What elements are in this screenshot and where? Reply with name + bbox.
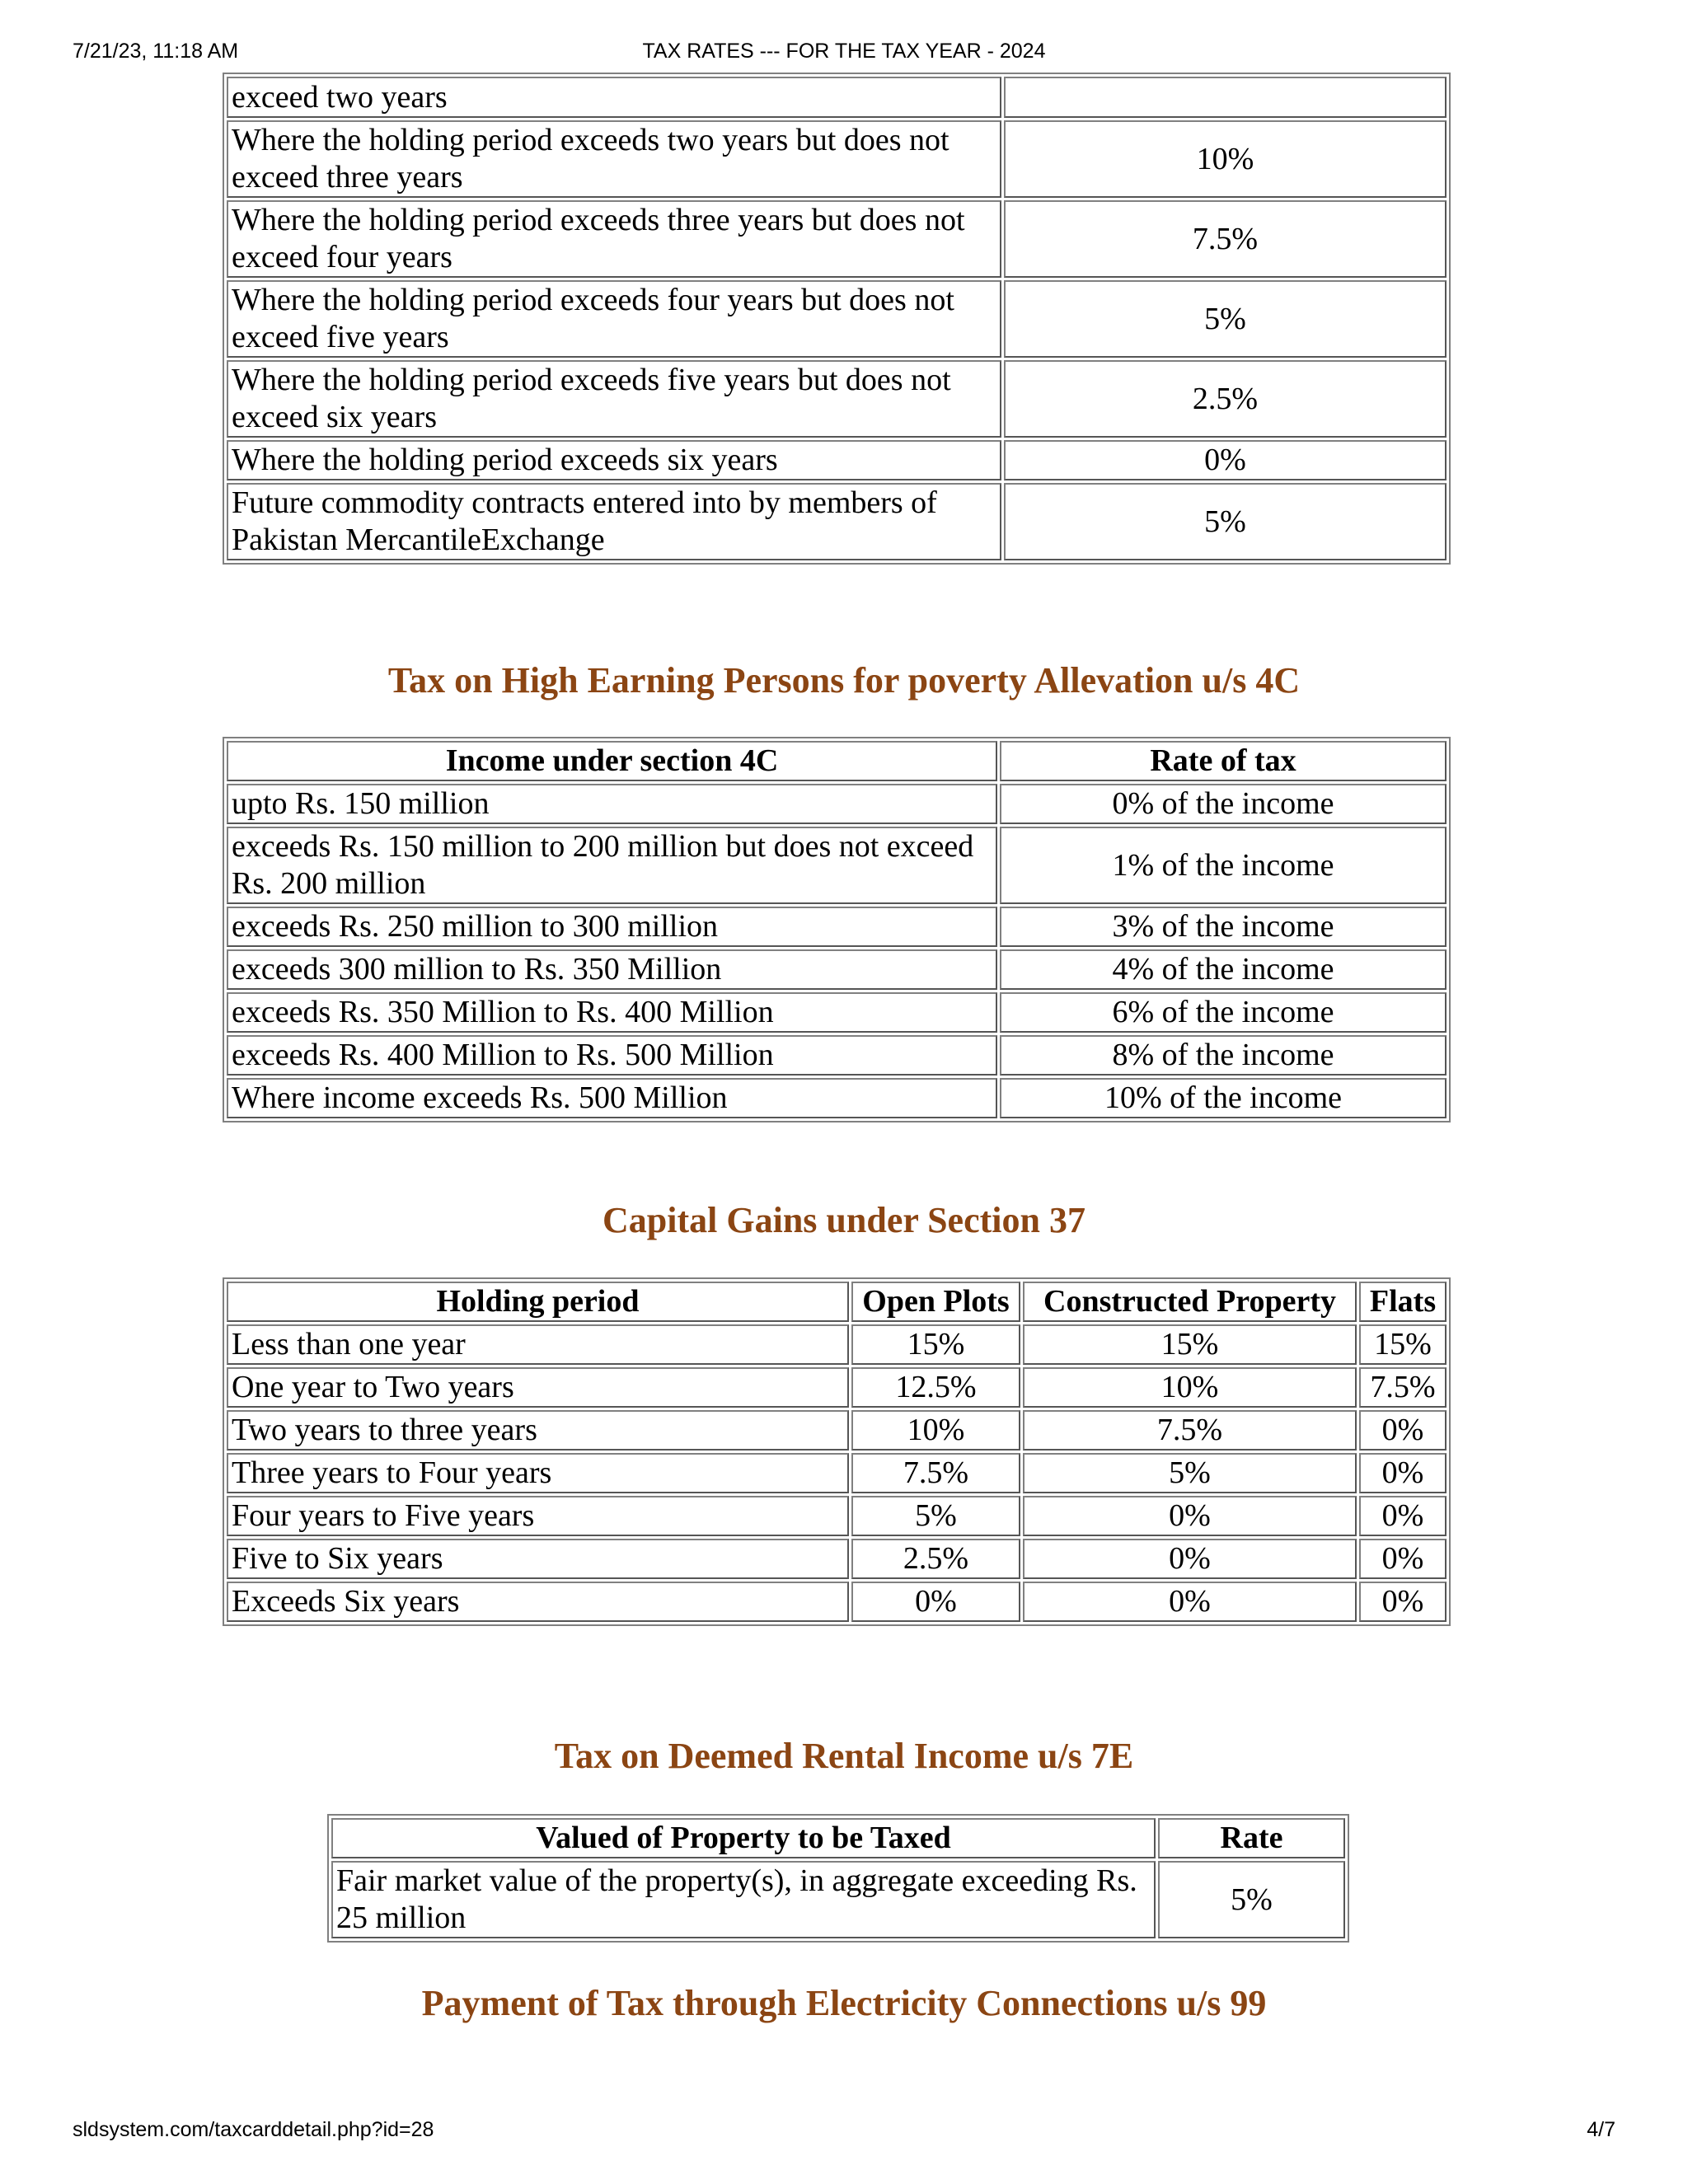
rate-cell: 1% of the income: [1000, 827, 1447, 904]
rate-cell: 10% of the income: [1000, 1078, 1447, 1118]
table-row: [227, 992, 1447, 1033]
holding-period-table: [223, 73, 1451, 565]
table-row: [227, 280, 1447, 358]
section-4c-heading: Tax on High Earning Persons for poverty Allevation u/s 4C: [387, 660, 1301, 701]
table-row: [227, 1367, 1447, 1408]
period-cell: Less than one year: [227, 1324, 849, 1365]
table-row: [227, 1539, 1447, 1579]
income-cell: Where income exceeds Rs. 500 Million: [227, 1078, 997, 1118]
table-row: [227, 949, 1447, 990]
col-header-rate: Rate: [1158, 1818, 1345, 1858]
section-37-table: [223, 1277, 1451, 1626]
col-header-rate: Rate of tax: [1000, 741, 1447, 781]
holding-rate: 10%: [1004, 120, 1447, 198]
table-row: [331, 1861, 1345, 1938]
col-header-flats: Flats: [1359, 1282, 1447, 1322]
open-plots-cell: 15%: [851, 1324, 1020, 1365]
holding-desc: Where the holding period exceeds four years but does not exceed five years: [227, 280, 1001, 358]
holding-desc: Where the holding period exceeds six years: [227, 440, 1001, 480]
table-row: [227, 827, 1447, 904]
table-header-row: [331, 1818, 1345, 1858]
table-header-row: [227, 1282, 1447, 1322]
income-cell: upto Rs. 150 million: [227, 784, 997, 824]
table-row: [227, 77, 1447, 118]
value-cell: Fair market value of the property(s), in aggregate exceeding Rs. 25 million: [331, 1861, 1156, 1938]
table-row: [227, 120, 1447, 198]
table-row: [227, 1582, 1447, 1622]
holding-rate: [1004, 77, 1447, 118]
section-99-heading: Payment of Tax through Electricity Connections u/s 99: [421, 1983, 1267, 2023]
holding-rate: 5%: [1004, 280, 1447, 358]
table-row: [227, 483, 1447, 560]
open-plots-cell: 12.5%: [851, 1367, 1020, 1408]
flats-cell: 0%: [1359, 1539, 1447, 1579]
holding-rate: 2.5%: [1004, 360, 1447, 438]
open-plots-cell: 0%: [851, 1582, 1020, 1622]
table-row: [227, 784, 1447, 824]
period-cell: One year to Two years: [227, 1367, 849, 1408]
holding-rate: 5%: [1004, 483, 1447, 560]
constructed-cell: 7.5%: [1023, 1410, 1357, 1451]
constructed-cell: 10%: [1023, 1367, 1357, 1408]
income-cell: exceeds 300 million to Rs. 350 Million: [227, 949, 997, 990]
flats-cell: 0%: [1359, 1496, 1447, 1536]
table-row: [227, 1078, 1447, 1118]
col-header-income: Income under section 4C: [227, 741, 997, 781]
table-row: [227, 1324, 1447, 1365]
page-number: 4/7: [1587, 2118, 1615, 2141]
table-row: [227, 907, 1447, 947]
rate-cell: 5%: [1158, 1861, 1345, 1938]
table-row: [227, 360, 1447, 438]
income-cell: exceeds Rs. 350 Million to Rs. 400 Million: [227, 992, 997, 1033]
flats-cell: 0%: [1359, 1410, 1447, 1451]
holding-rate: 0%: [1004, 440, 1447, 480]
income-cell: exceeds Rs. 250 million to 300 million: [227, 907, 997, 947]
constructed-cell: 15%: [1023, 1324, 1357, 1365]
flats-cell: 15%: [1359, 1324, 1447, 1365]
flats-cell: 7.5%: [1359, 1367, 1447, 1408]
period-cell: Four years to Five years: [227, 1496, 849, 1536]
period-cell: Three years to Four years: [227, 1453, 849, 1493]
section-37-heading: Capital Gains under Section 37: [603, 1200, 1085, 1240]
col-header-value: Valued of Property to be Taxed: [331, 1818, 1156, 1858]
print-title: TAX RATES --- FOR THE TAX YEAR - 2024: [642, 40, 1046, 63]
rate-cell: 0% of the income: [1000, 784, 1447, 824]
table-row: [227, 1410, 1447, 1451]
section-4c-table: [223, 737, 1451, 1122]
rate-cell: 4% of the income: [1000, 949, 1447, 990]
income-cell: exceeds Rs. 150 million to 200 million but does not exceed Rs. 200 million: [227, 827, 997, 904]
col-header-period: Holding period: [227, 1282, 849, 1322]
constructed-cell: 0%: [1023, 1582, 1357, 1622]
open-plots-cell: 2.5%: [851, 1539, 1020, 1579]
col-header-open-plots: Open Plots: [851, 1282, 1020, 1322]
table-row: [227, 200, 1447, 278]
rate-cell: 8% of the income: [1000, 1035, 1447, 1076]
rate-cell: 3% of the income: [1000, 907, 1447, 947]
table-row: [227, 1035, 1447, 1076]
holding-desc: exceed two years: [227, 77, 1001, 118]
period-cell: Five to Six years: [227, 1539, 849, 1579]
section-7e-table: [327, 1814, 1349, 1943]
holding-desc: Future commodity contracts entered into by members of Pakistan MercantileExchange: [227, 483, 1001, 560]
print-url: sldsystem.com/taxcarddetail.php?id=28: [73, 2118, 434, 2141]
table-row: [227, 1453, 1447, 1493]
open-plots-cell: 10%: [851, 1410, 1020, 1451]
section-7e-heading: Tax on Deemed Rental Income u/s 7E: [554, 1736, 1134, 1776]
table-row: [227, 440, 1447, 480]
income-cell: exceeds Rs. 400 Million to Rs. 500 Million: [227, 1035, 997, 1076]
constructed-cell: 0%: [1023, 1539, 1357, 1579]
table-row: [227, 1496, 1447, 1536]
constructed-cell: 5%: [1023, 1453, 1357, 1493]
print-datetime: 7/21/23, 11:18 AM: [73, 40, 239, 63]
constructed-cell: 0%: [1023, 1496, 1357, 1536]
period-cell: Exceeds Six years: [227, 1582, 849, 1622]
open-plots-cell: 7.5%: [851, 1453, 1020, 1493]
col-header-constructed: Constructed Property: [1023, 1282, 1357, 1322]
period-cell: Two years to three years: [227, 1410, 849, 1451]
flats-cell: 0%: [1359, 1582, 1447, 1622]
open-plots-cell: 5%: [851, 1496, 1020, 1536]
holding-desc: Where the holding period exceeds three years but does not exceed four years: [227, 200, 1001, 278]
rate-cell: 6% of the income: [1000, 992, 1447, 1033]
holding-desc: Where the holding period exceeds two years but does not exceed three years: [227, 120, 1001, 198]
holding-rate: 7.5%: [1004, 200, 1447, 278]
holding-desc: Where the holding period exceeds five years but does not exceed six years: [227, 360, 1001, 438]
table-header-row: [227, 741, 1447, 781]
flats-cell: 0%: [1359, 1453, 1447, 1493]
